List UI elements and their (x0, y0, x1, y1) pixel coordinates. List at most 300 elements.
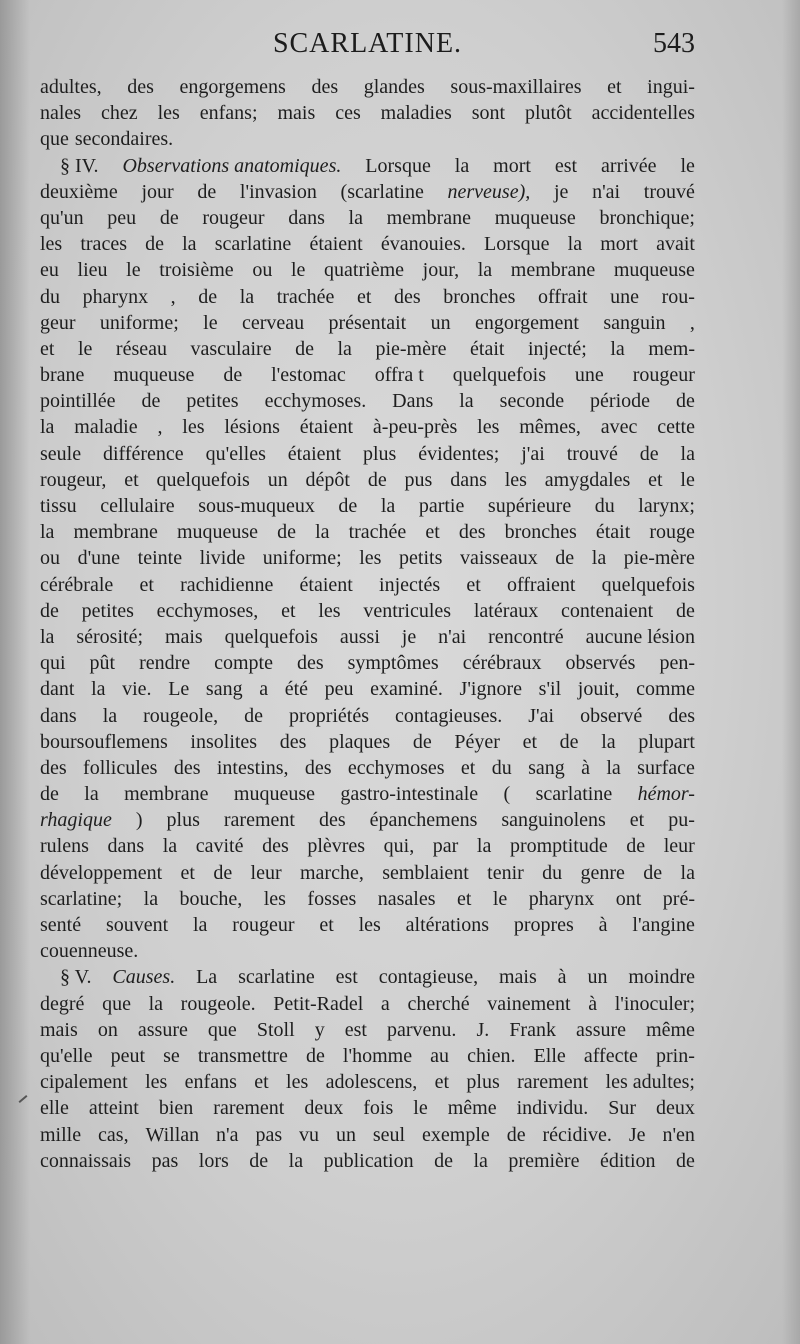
word: rougeur, (40, 468, 107, 491)
word: scarlatine (214, 233, 292, 256)
word: que (207, 1018, 237, 1041)
word: est (335, 966, 358, 989)
word: le (680, 468, 695, 491)
word: ( (503, 783, 511, 806)
word: assure (576, 1018, 627, 1041)
word: larynx; (638, 495, 695, 517)
word: la (40, 625, 55, 648)
word: la (40, 521, 55, 544)
word: quelquefois (601, 573, 695, 596)
word: enfans (184, 1071, 237, 1094)
word: cette (657, 416, 695, 439)
word: la (454, 154, 470, 177)
word: de (676, 599, 695, 622)
word: l'estomac (271, 364, 346, 387)
word: à (581, 756, 590, 779)
word: les adultes; (605, 1071, 695, 1094)
word: senté (40, 914, 82, 936)
word: geur (40, 311, 76, 334)
text-line (40, 336, 695, 362)
word: était (470, 337, 505, 360)
word: transmettre (197, 1044, 288, 1067)
text-line (40, 545, 695, 571)
word: les (286, 1071, 309, 1094)
word: pie-mère (623, 547, 695, 570)
word: dans (450, 468, 487, 491)
word: contagieuse, (378, 966, 479, 989)
word: souvent (105, 914, 169, 936)
word: jour, (422, 259, 460, 282)
word: vie. (122, 678, 152, 701)
word: Je (628, 1123, 646, 1146)
page-gutter-shadow (0, 0, 30, 1344)
word: de (40, 599, 59, 622)
word: la (162, 835, 178, 858)
word: moindre (628, 966, 695, 989)
word: sérosité; (76, 625, 144, 648)
text-line (40, 624, 695, 650)
word: muqueuse (613, 259, 695, 282)
word: de (277, 521, 297, 544)
word: mais (277, 102, 316, 125)
word: de (412, 730, 432, 753)
word: cérébrale (40, 573, 114, 596)
word: trachée (348, 521, 407, 544)
word: Willan (145, 1123, 200, 1146)
word: publication (323, 1149, 414, 1172)
word: de (145, 233, 164, 256)
word: la (606, 756, 621, 779)
word: dant (40, 678, 75, 701)
word: la (91, 678, 106, 701)
word: accidentelles (591, 102, 695, 125)
word: la (40, 416, 55, 439)
word: Le (168, 678, 190, 701)
word: le (413, 1097, 428, 1120)
word: membrane (510, 259, 596, 282)
text-line (40, 572, 695, 598)
word: lieu (77, 259, 108, 282)
word: des (173, 756, 201, 779)
word: trouvé (643, 180, 695, 203)
word: ou (40, 547, 60, 570)
word: a (259, 678, 269, 701)
word: plus (362, 442, 397, 465)
word: sont (471, 102, 506, 125)
text-line (40, 493, 695, 519)
word: les (477, 416, 500, 439)
word: marche, (299, 861, 364, 884)
word: et (466, 573, 481, 596)
word: de (159, 206, 179, 229)
word: de (295, 337, 314, 360)
word: de (555, 547, 575, 570)
word: supérieure (487, 495, 572, 517)
word: individu. (516, 1097, 589, 1120)
word: le (290, 259, 306, 282)
word: de (244, 704, 264, 727)
word: les (157, 102, 180, 125)
text-line (40, 886, 695, 912)
word: la (459, 390, 474, 413)
word: des (318, 809, 346, 832)
body-text (40, 74, 695, 1174)
word: de (639, 442, 659, 465)
word: sous-maxillaires (450, 76, 582, 98)
word: un (587, 966, 608, 989)
word: étaient (299, 416, 354, 439)
word: du (542, 861, 563, 884)
word: à (598, 914, 608, 936)
word: § V. (60, 966, 92, 989)
word: de (338, 495, 358, 517)
word: pointillée (40, 390, 116, 413)
text-line (40, 179, 695, 205)
text-line (40, 310, 695, 336)
text-line (40, 1122, 695, 1148)
word: dans (288, 206, 325, 229)
word: la (348, 206, 363, 229)
word: qu'elles (205, 442, 266, 465)
word: offra t (374, 364, 424, 387)
word: ecchymoses (347, 756, 445, 779)
word: des (304, 756, 332, 779)
word: étaient (287, 442, 342, 465)
word: vu (299, 1123, 320, 1146)
word: plutôt (524, 102, 572, 125)
word: aussi (339, 625, 380, 648)
word: injecté; (528, 337, 587, 360)
word: maladie (74, 416, 138, 439)
word: bien (158, 1097, 194, 1120)
word: un (335, 1123, 356, 1146)
word: trachée (276, 285, 335, 308)
word: mort (493, 154, 531, 177)
word: ecchymoses, (156, 599, 259, 622)
word: et (460, 756, 476, 779)
text-line (40, 703, 695, 729)
word: rouge (649, 521, 695, 544)
word: la (193, 914, 208, 936)
text-line (40, 807, 695, 833)
word: par (432, 835, 459, 858)
word: et (40, 337, 55, 360)
text-line (40, 1017, 695, 1043)
word: vaisseaux (459, 547, 538, 570)
word: la (337, 337, 352, 360)
word: atteint (88, 1097, 139, 1120)
word: de (305, 1044, 325, 1067)
word: l'invasion (239, 180, 317, 203)
word: vasculaire (190, 337, 272, 360)
word: adultes, (40, 76, 102, 98)
word: plus (466, 1071, 500, 1094)
text-line (40, 1069, 695, 1095)
word: pu- (668, 809, 695, 832)
word: petites (186, 390, 239, 413)
word: de (676, 390, 695, 413)
word: promptitude (509, 835, 608, 858)
word: tenir (487, 861, 524, 884)
word: la (473, 1149, 488, 1172)
word: intestins, (216, 756, 289, 779)
page-edge-shadow (782, 0, 800, 1344)
word: est (344, 1018, 367, 1041)
word: l'homme (342, 1044, 413, 1067)
word: n'en (662, 1123, 695, 1146)
word: traces (80, 233, 127, 256)
word: observé (580, 704, 643, 727)
word: pie-mère (375, 337, 447, 360)
word: un (267, 468, 288, 491)
word: lors (198, 1149, 229, 1172)
word: les (359, 547, 382, 570)
word: Dans (392, 390, 434, 413)
word: la (102, 704, 118, 727)
word: au (430, 1044, 450, 1067)
word: rarement (223, 809, 295, 832)
word: deuxième (40, 180, 118, 203)
word: J'ai (528, 704, 555, 727)
word: genre (580, 861, 625, 884)
text-line (40, 833, 695, 859)
word: je (401, 625, 417, 648)
word: Petit-Radel (273, 992, 364, 1015)
word: et (456, 887, 472, 910)
word: Stoll (256, 1018, 295, 1041)
word: La (196, 966, 218, 989)
word: dans (40, 704, 77, 727)
word: qui, (383, 835, 415, 858)
word: qu'elle (40, 1044, 93, 1067)
word: cavité (195, 835, 244, 858)
word: membrane (73, 521, 158, 544)
word: surface (637, 756, 695, 779)
word: et (356, 285, 372, 308)
word: du (491, 756, 512, 779)
word: deux (656, 1097, 695, 1120)
word: cherché (407, 992, 470, 1015)
word: et (607, 76, 622, 98)
word: et (281, 599, 296, 622)
word: sang (528, 756, 565, 779)
word: le (203, 311, 218, 334)
word: de (676, 1149, 695, 1172)
word: les (318, 599, 341, 622)
word: réseau (115, 337, 167, 360)
word: ont (615, 887, 642, 910)
word: et (629, 809, 645, 832)
word: affecte (583, 1044, 638, 1067)
word: follicules (83, 756, 158, 779)
text-line (40, 650, 695, 676)
word: de (223, 364, 243, 387)
word: livide (199, 547, 246, 570)
word: la (476, 835, 492, 858)
word: Péyer (454, 730, 500, 753)
word: dépôt (305, 468, 350, 491)
word: était (595, 521, 631, 544)
word: les (358, 914, 381, 936)
word: rarement (517, 1071, 589, 1094)
word: de (197, 180, 217, 203)
word: muqueuse (176, 521, 259, 544)
word: les (40, 233, 63, 256)
word: période (590, 390, 651, 413)
word: partie (418, 495, 465, 517)
italic-word: nerveuse), (447, 180, 531, 203)
word: à (557, 966, 567, 989)
word: parvenu. (387, 1018, 457, 1041)
text-line (40, 441, 695, 467)
word: mais (40, 1018, 78, 1041)
word: pût (89, 652, 116, 675)
word: muqueuse (233, 783, 315, 806)
word: se (163, 1044, 180, 1067)
word: , (170, 285, 176, 308)
word: bronches (443, 285, 516, 308)
word: offrait (537, 285, 588, 308)
word: pen- (659, 652, 695, 675)
word: jouit, (577, 678, 620, 701)
page-header (40, 28, 695, 68)
word: peu (107, 206, 137, 229)
word: sous-muqueux (198, 495, 315, 517)
text-line (40, 284, 695, 310)
word: ces (335, 102, 361, 125)
text-line (40, 100, 695, 126)
text-line (40, 74, 695, 100)
word: J. (476, 1018, 490, 1041)
word: dans (107, 835, 145, 858)
word: de (559, 730, 579, 753)
word: rougeur (232, 914, 295, 936)
word: propriétés (289, 704, 370, 727)
word: les (182, 416, 205, 439)
word: la (610, 337, 625, 360)
word: boursouflemens (40, 730, 168, 753)
word: de (506, 1123, 526, 1146)
word: elle (40, 1097, 69, 1120)
word: le (492, 887, 508, 910)
word: connaissais (40, 1149, 132, 1172)
text-line (40, 388, 695, 414)
word: peu (324, 678, 354, 701)
word: tissu (40, 495, 77, 517)
word: degré (40, 992, 85, 1015)
word: seul (372, 1123, 406, 1146)
word: plèvres (307, 835, 366, 858)
word: que (102, 992, 131, 1015)
word: observés (565, 652, 636, 675)
word: rachidienne (180, 573, 274, 596)
text-line (40, 231, 695, 257)
word: et (434, 1071, 450, 1094)
word: rulens (40, 835, 89, 858)
text-line (40, 414, 695, 440)
text-line (40, 860, 695, 886)
word: quelquefois (156, 468, 250, 491)
word: la (239, 285, 255, 308)
text-line (40, 676, 695, 702)
word: muqueuse (494, 206, 576, 229)
word: mais (499, 966, 537, 989)
word: de (434, 1149, 453, 1172)
word: la (182, 233, 197, 256)
word: maladies (380, 102, 452, 125)
word: et (124, 468, 139, 491)
word: pas (255, 1123, 283, 1146)
word: injectés (379, 573, 441, 596)
word: de (249, 1149, 269, 1172)
text-line (40, 1095, 695, 1121)
word: aucune lésion (585, 625, 695, 648)
word: n'ai (438, 625, 467, 648)
word: (scarlatine (340, 180, 424, 203)
word: ventricules (363, 599, 452, 622)
word: Frank (509, 1018, 556, 1041)
word: évanouies. (380, 233, 466, 256)
word: des (668, 704, 695, 727)
word: sanguinolens (501, 809, 606, 832)
word: pharynx (528, 887, 595, 910)
word: rougeur (202, 206, 265, 229)
word: nales (40, 102, 82, 125)
word: chien. (467, 1044, 516, 1067)
word: la (380, 495, 396, 517)
text-line (40, 781, 695, 807)
word: la (591, 547, 607, 570)
word: troisième (159, 259, 234, 282)
word: nasales (377, 887, 436, 910)
text-line (40, 126, 695, 152)
italic-word: Observations anatomiques. (122, 154, 342, 177)
word: , (689, 311, 695, 334)
word: rarement (213, 1097, 285, 1120)
word: de (643, 861, 663, 884)
word: le (680, 154, 695, 177)
word: même (447, 1097, 497, 1120)
word: s'il (538, 678, 562, 701)
word: édition (599, 1149, 656, 1172)
word: la (680, 442, 695, 465)
word: et (139, 573, 154, 596)
word: scarlatine (238, 966, 315, 989)
word: de (367, 468, 387, 491)
word: rougeole. (180, 992, 256, 1015)
word: Sur (608, 1097, 637, 1120)
word: le (126, 259, 141, 282)
word: fois (363, 1097, 394, 1120)
word: pus (404, 468, 433, 491)
word: membrane (386, 206, 472, 229)
word: plus (166, 809, 200, 832)
word: J'ignore (459, 678, 523, 701)
word: petits (399, 547, 443, 570)
word: ou (252, 259, 273, 282)
word: une (610, 285, 640, 308)
word: lésions (224, 416, 280, 439)
word: cérébraux (462, 652, 542, 675)
word: avec (600, 416, 638, 439)
word: leur (663, 835, 695, 858)
word: de (626, 835, 646, 858)
word: exemple (422, 1123, 490, 1146)
word: , (157, 416, 163, 439)
running-title: SCARLATINE. (272, 28, 463, 59)
word: brane (40, 364, 85, 387)
word: la (477, 259, 493, 282)
